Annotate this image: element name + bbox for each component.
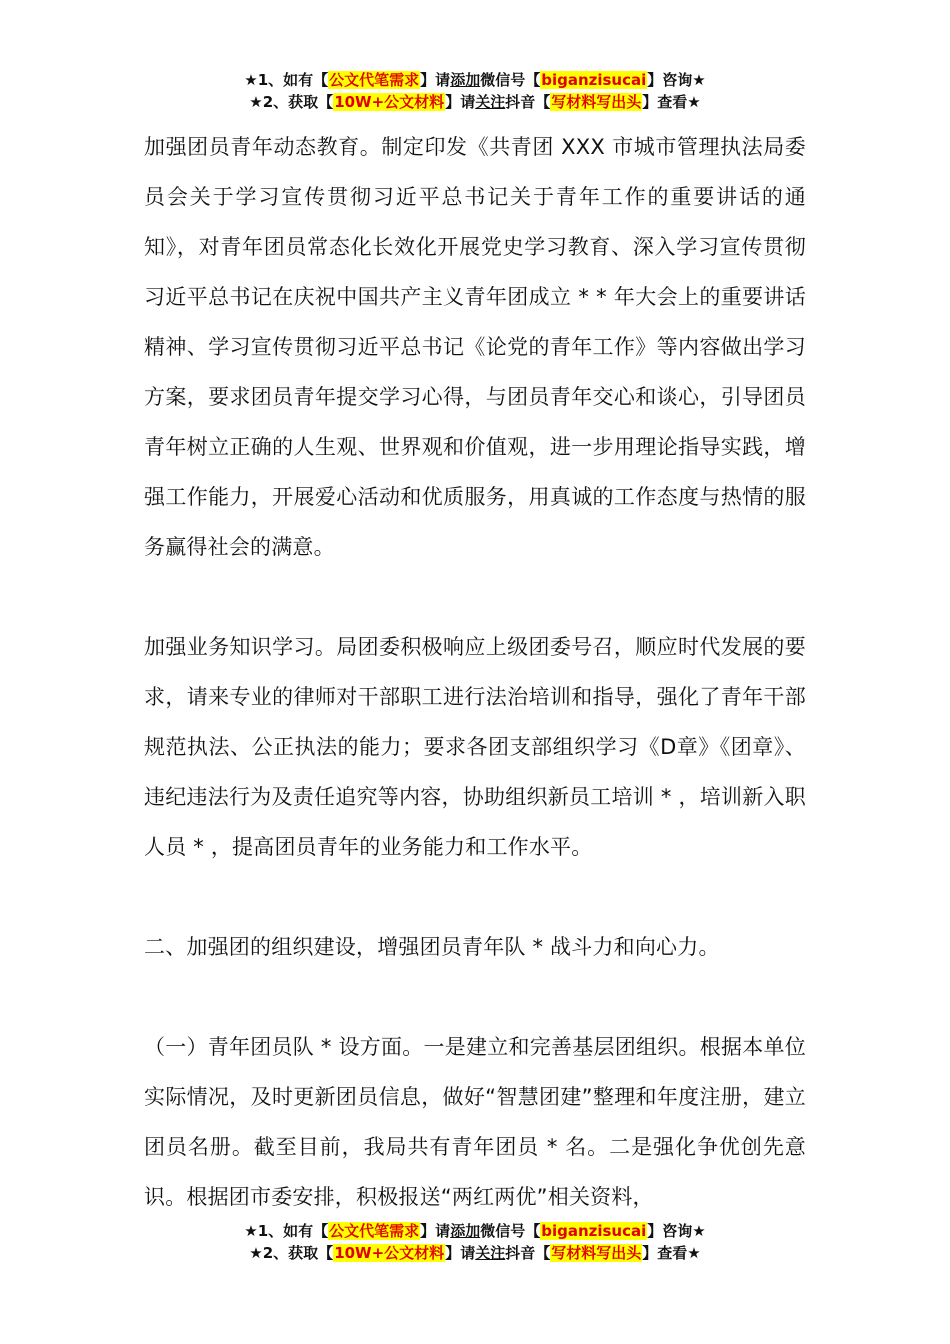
highlight-wechat-id: biganzisucai xyxy=(541,1222,647,1240)
document-body xyxy=(144,122,806,1222)
banner-line-1 xyxy=(0,1220,950,1242)
banner-text: 】请 xyxy=(445,93,476,111)
banner-text: 】查看★ xyxy=(642,1244,701,1262)
section-heading-2: 二、加强团的组织建设，增强团员青年队 * 战斗力和向心力。 xyxy=(144,935,720,959)
banner-text: 】请 xyxy=(420,1222,451,1240)
highlight-materials: 10W+公文材料 xyxy=(334,1244,445,1262)
underlined-add: 添加 xyxy=(450,71,481,89)
highlight-ghostwriting: 公文代笔需求 xyxy=(329,1222,420,1240)
star-icon: ★ xyxy=(244,71,258,89)
banner-text: 2、获取【 xyxy=(262,1244,334,1262)
underlined-add: 添加 xyxy=(450,1222,481,1240)
highlight-ghostwriting: 公文代笔需求 xyxy=(329,71,420,89)
highlight-douyin-account: 写材料写出头 xyxy=(551,1244,642,1262)
banner-text: 】请 xyxy=(420,71,451,89)
star-icon: ★ xyxy=(249,1244,263,1262)
paragraph-youth-education: 加强团员青年动态教育。制定印发《共青团 XXX 市城市管理执法局委员会关于学习宣传贯彻习近平总书记关于青年工作的重要讲话的通知》，对青年团员常态化长效化开展党史学习教育、深入学习宣传贯彻习近平总书记在庆祝中国共产主义青年团成立 * * 年大会上的重要讲话精神、学习宣传贯彻习近平总书记《论党的青年工作》等内容做出学习方案，要求团员青年提交学习心得，与团员青年交心和谈心，引导团员青年树立正确的人生观、世界观和价值观，进一步用理论指导实践，增强工作能力，开展爱心活动和优质服务，用真诚的工作态度与热情的服务赢得社会的满意。 xyxy=(144,135,806,559)
banner-text: 2、获取【 xyxy=(262,93,334,111)
banner-text: 微信号【 xyxy=(480,1222,541,1240)
star-icon: ★ xyxy=(249,93,263,111)
banner-text: 】咨询★ xyxy=(647,71,706,89)
highlight-wechat-id: biganzisucai xyxy=(541,71,647,89)
star-icon: ★ xyxy=(244,1222,258,1240)
banner-text: 】查看★ xyxy=(642,93,701,111)
banner-text: 1、如有【 xyxy=(257,71,329,89)
banner-text: 微信号【 xyxy=(480,71,541,89)
paragraph-business-learning: 加强业务知识学习。局团委积极响应上级团委号召，顺应时代发展的要求，请来专业的律师对干部职工进行法治培训和指导，强化了青年干部规范执法、公正执法的能力；要求各团支部组织学习《D章》《团章》、违纪违法行为及责任追究等内容，协助组织新员工培训 * ，培训新入职人员 * ，提高团员青年的业务能力和工作水平。 xyxy=(144,635,806,859)
banner-text: 抖音【 xyxy=(505,1244,551,1262)
underlined-follow: 关注 xyxy=(475,93,506,111)
banner-text: 】咨询★ xyxy=(647,1222,706,1240)
banner-text: 1、如有【 xyxy=(257,1222,329,1240)
footer-banner xyxy=(0,1220,950,1264)
banner-text: 抖音【 xyxy=(505,93,551,111)
paragraph-team-building: （一）青年团员队 * 设方面。一是建立和完善基层团组织。根据本单位实际情况，及时更新团员信息，做好“智慧团建”整理和年度注册，建立团员名册。截至目前，我局共有青年团员 * 名。二是强化争优创先意识。根据团市委安排，积极报送“两红两优”相关资料， xyxy=(144,1035,806,1209)
banner-text: 】请 xyxy=(445,1244,476,1262)
underlined-follow: 关注 xyxy=(475,1244,506,1262)
banner-line-2 xyxy=(0,91,950,113)
highlight-douyin-account: 写材料写出头 xyxy=(551,93,642,111)
header-banner xyxy=(0,69,950,113)
banner-line-2 xyxy=(0,1242,950,1264)
banner-line-1 xyxy=(0,69,950,91)
highlight-materials: 10W+公文材料 xyxy=(334,93,445,111)
